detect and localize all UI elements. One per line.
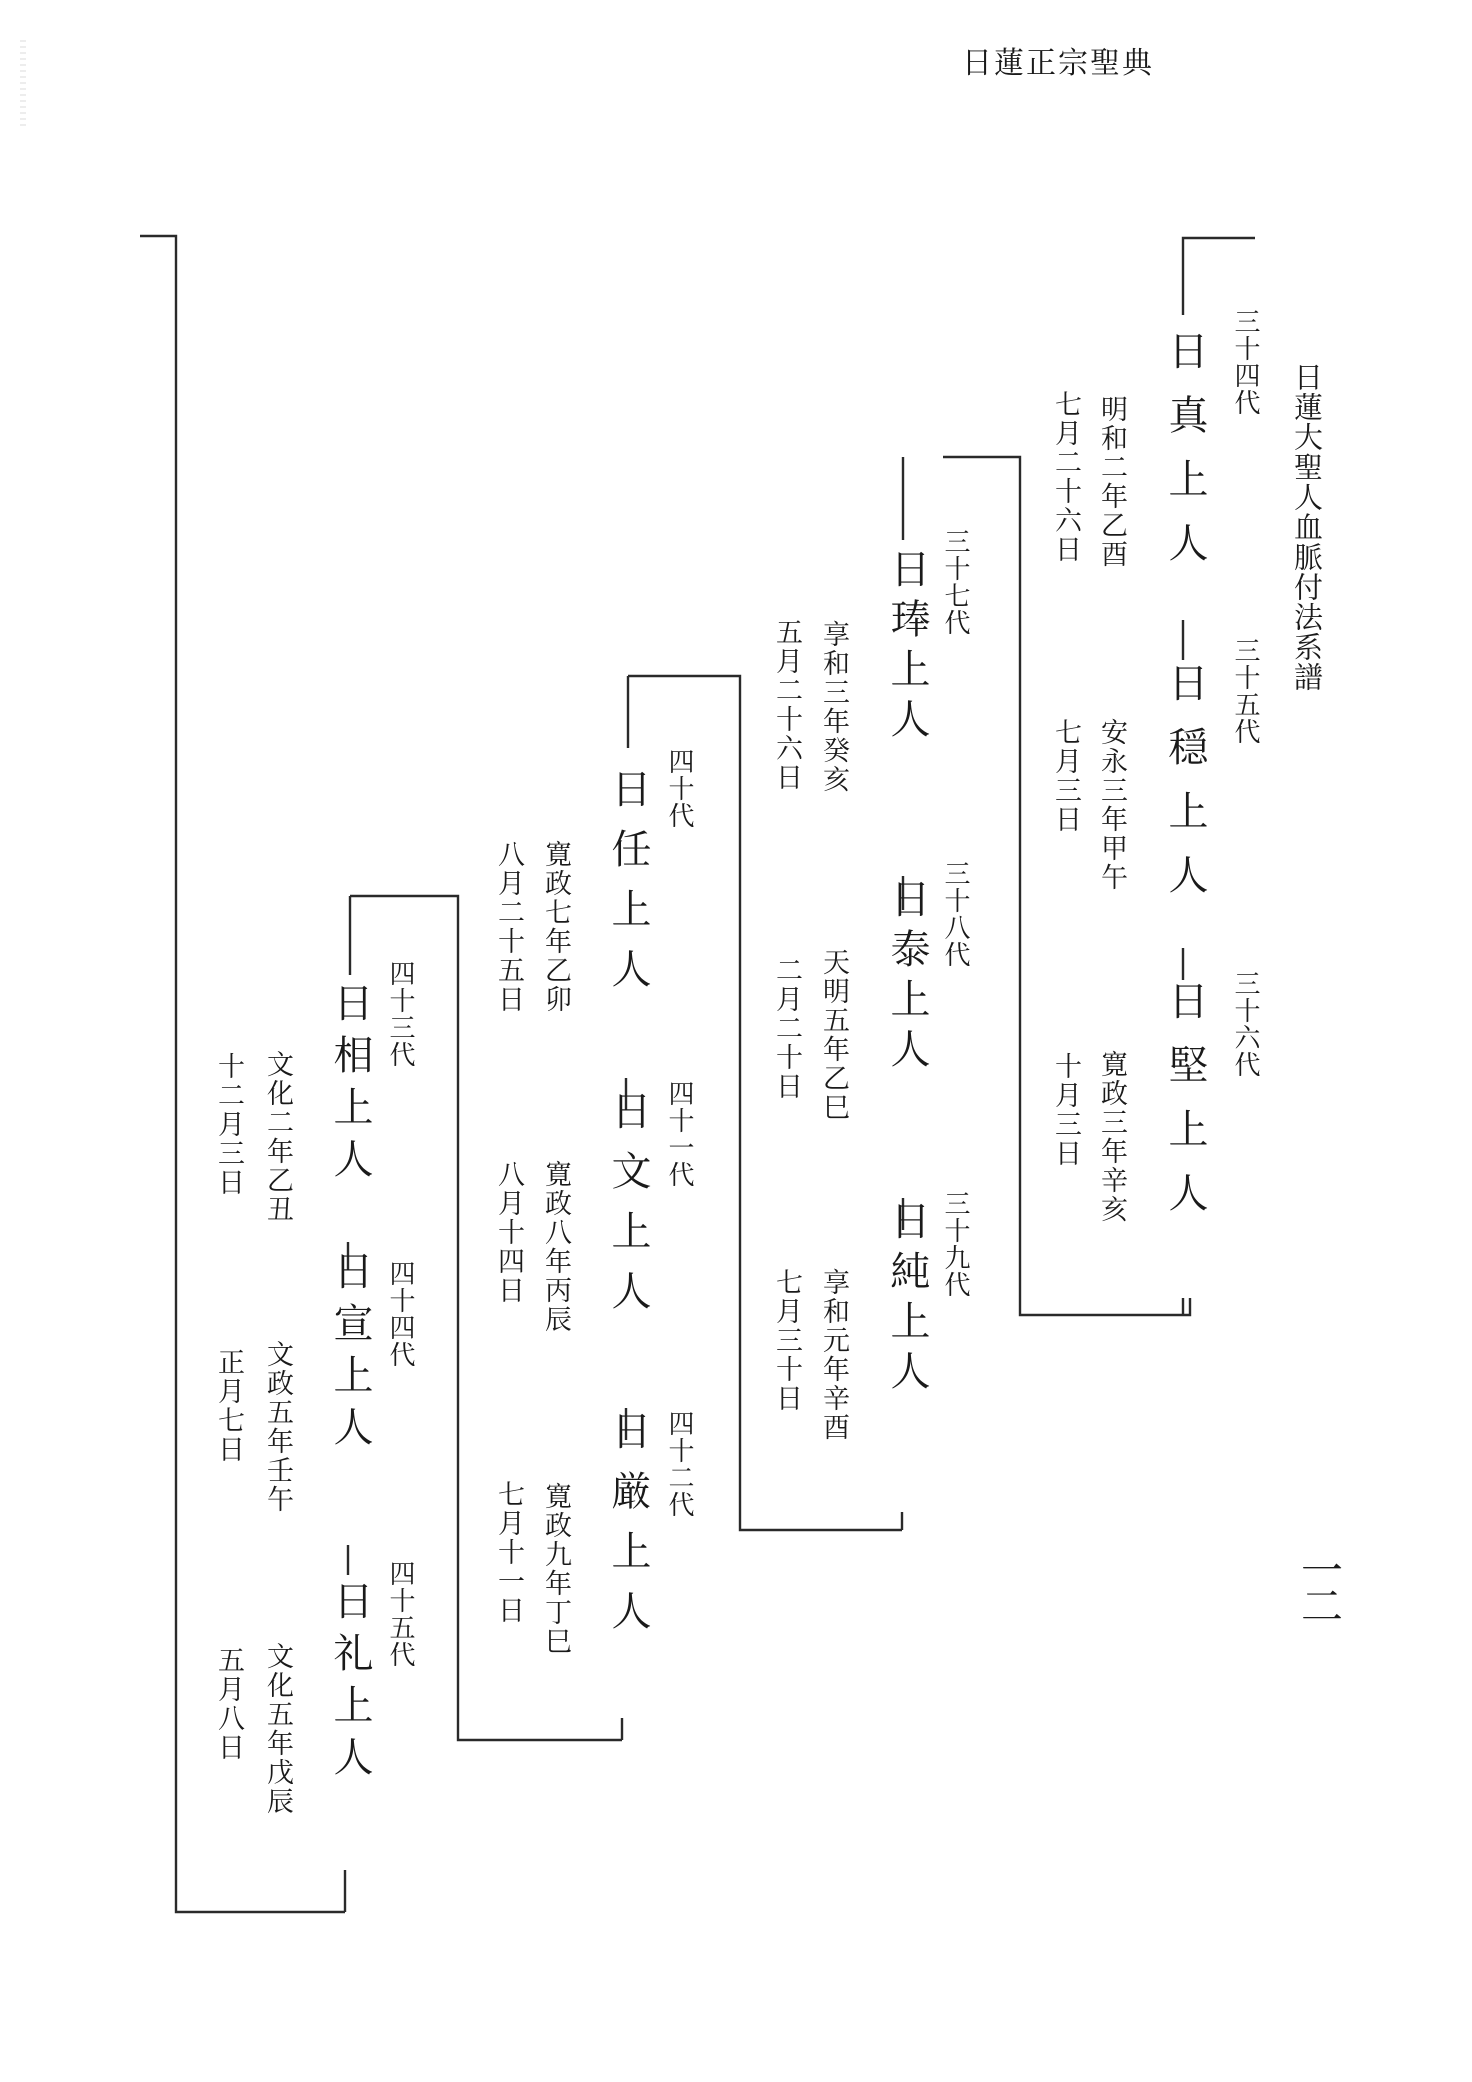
generation-label: 四十二代: [664, 1410, 694, 1518]
lineage-chart-title: 日蓮大聖人血脈付法系譜: [1290, 362, 1324, 692]
lineage-name: 日礼上人: [327, 1580, 373, 1788]
running-header: 日蓮正宗聖典: [962, 46, 1154, 81]
lineage-name: 日純上人: [884, 1200, 930, 1400]
death-date-day: 二月二十日: [771, 956, 802, 1101]
death-date-day: 八月二十五日: [493, 840, 524, 1014]
lineage-name: 日相上人: [327, 982, 373, 1190]
lineage-name: 日真上人: [1162, 330, 1208, 586]
death-date-year: 明和二年乙酉: [1096, 395, 1127, 569]
death-date-year: 文化二年乙丑: [262, 1050, 293, 1224]
death-date-day: 十二月三日: [213, 1052, 244, 1197]
death-date-year: 文化五年戊辰: [262, 1642, 293, 1816]
death-date-day: 七月二十六日: [1050, 390, 1081, 564]
generation-label: 四十三代: [385, 960, 415, 1068]
death-date-year: 寛政七年乙卯: [540, 840, 571, 1014]
generation-label: 三十五代: [1230, 637, 1260, 745]
generation-label: 三十八代: [940, 860, 970, 968]
death-date-day: 十月三日: [1050, 1052, 1081, 1168]
lineage-name: 日穏上人: [1162, 662, 1208, 918]
generation-label: 四十五代: [385, 1560, 415, 1668]
connector-line: [1183, 238, 1255, 315]
generation-label: 三十六代: [1230, 970, 1260, 1078]
lineage-name: 日堅上人: [1162, 980, 1208, 1236]
death-date-year: 享和三年癸亥: [818, 620, 849, 794]
death-date-year: 寛政三年辛亥: [1096, 1050, 1127, 1224]
death-date-year: 安永三年甲午: [1096, 718, 1127, 892]
death-date-year: 寛政八年丙辰: [540, 1160, 571, 1334]
death-date-year: 文政五年壬午: [262, 1340, 293, 1514]
generation-label: 四十一代: [664, 1080, 694, 1188]
generation-label: 四十代: [664, 748, 694, 829]
death-date-year: 享和元年辛酉: [818, 1268, 849, 1442]
lineage-name: 日任上人: [605, 768, 651, 1008]
connector-line: [940, 457, 1190, 1315]
lineage-name: 日泰上人: [884, 878, 930, 1078]
death-date-day: 八月十四日: [493, 1160, 524, 1305]
generation-label: 三十四代: [1230, 308, 1260, 416]
lineage-name: 日文上人: [605, 1090, 651, 1330]
death-date-day: 五月八日: [213, 1646, 244, 1762]
death-date-day: 七月三十日: [771, 1268, 802, 1413]
page-number: 一二: [1295, 1548, 1344, 1620]
death-date-day: 七月三日: [1050, 718, 1081, 834]
death-date-day: 七月十一日: [493, 1480, 524, 1625]
lineage-name: 日宣上人: [327, 1250, 373, 1458]
generation-label: 三十九代: [940, 1190, 970, 1298]
generation-label: 四十四代: [385, 1260, 415, 1368]
lineage-name: 日琫上人: [884, 548, 930, 748]
generation-label: 三十七代: [940, 528, 970, 636]
death-date-day: 五月二十六日: [771, 618, 802, 792]
death-date-year: 寛政九年丁巳: [540, 1482, 571, 1656]
lineage-name: 日厳上人: [605, 1410, 651, 1650]
death-date-year: 天明五年乙巳: [818, 948, 849, 1122]
death-date-day: 正月七日: [213, 1348, 244, 1464]
